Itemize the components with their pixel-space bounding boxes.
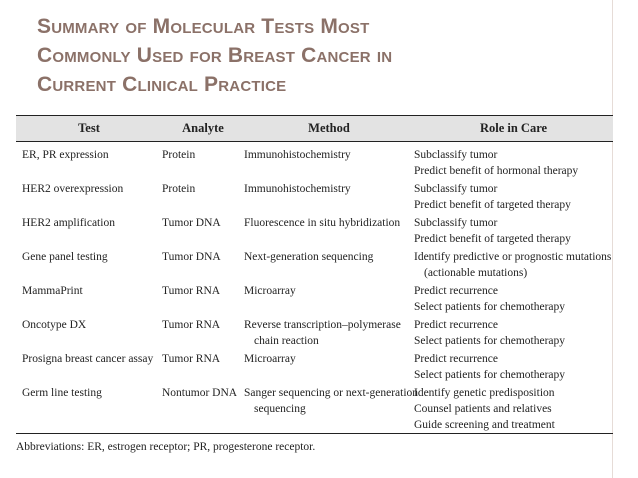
title-line-2: Commonly Used for Breast Cancer in [37, 44, 393, 67]
cell-method-line: Sanger sequencing or next-generation [244, 387, 419, 399]
header-method: Method [244, 116, 414, 142]
title-line-3: Current Clinical Practice [37, 73, 287, 96]
cell-test [16, 317, 162, 351]
cell-role-in-care [414, 317, 613, 351]
cell-method-line: Microarray [244, 285, 296, 297]
cell-test [16, 283, 162, 317]
cell-test [16, 142, 162, 182]
cell-test [16, 215, 162, 249]
table-row [16, 181, 613, 215]
cell-analyte-value: Protein [162, 183, 196, 195]
cell-method-line: Next-generation sequencing [244, 251, 374, 263]
cell-role-in-care-line: Identify predictive or prognostic mutations [414, 251, 612, 263]
cell-method [244, 181, 414, 215]
cell-method-line: Immunohistochemistry [244, 183, 351, 195]
table-body [16, 142, 613, 434]
cell-method-line: sequencing [254, 403, 306, 415]
cell-test-line: ER, PR expression [22, 149, 109, 161]
molecular-tests-table [16, 115, 613, 453]
cell-role-in-care-line: (actionable mutations) [424, 267, 528, 279]
cell-role-in-care [414, 351, 613, 385]
cell-role-in-care-line: Subclassify tumor [414, 149, 498, 161]
cell-role-in-care-line: Predict benefit of hormonal therapy [414, 165, 579, 177]
cell-method [244, 249, 414, 283]
cell-role-in-care-line: Select patients for chemotherapy [414, 301, 566, 313]
cell-test [16, 385, 162, 433]
cell-role-in-care-line: Predict recurrence [414, 319, 498, 331]
cell-method [244, 351, 414, 385]
cell-test-line: Prosigna breast cancer assay [22, 353, 154, 365]
cell-method [244, 317, 414, 351]
header-analyte: Analyte [162, 116, 244, 142]
cell-role-in-care [414, 385, 613, 433]
cell-method-line: Microarray [244, 353, 296, 365]
cell-test-line: Oncotype DX [22, 319, 87, 331]
cell-role-in-care-line: Select patients for chemotherapy [414, 335, 566, 347]
table-row [16, 249, 613, 283]
cell-role-in-care-line: Subclassify tumor [414, 183, 498, 195]
cell-method [244, 283, 414, 317]
cell-role-in-care [414, 215, 613, 249]
cell-role-in-care [414, 283, 613, 317]
table-row [16, 215, 613, 249]
slide-title [37, 12, 557, 99]
cell-method-line: Fluorescence in situ hybridization [244, 217, 401, 229]
cell-analyte [162, 385, 244, 433]
cell-analyte [162, 249, 244, 283]
cell-role-in-care-line: Predict benefit of targeted therapy [414, 233, 571, 245]
cell-role-in-care-line: Predict recurrence [414, 285, 498, 297]
cell-role-in-care-line: Subclassify tumor [414, 217, 498, 229]
cell-test-line: Gene panel testing [22, 251, 108, 263]
cell-test [16, 249, 162, 283]
cell-analyte-value: Nontumor DNA [162, 387, 238, 399]
table-row [16, 283, 613, 317]
table-row [16, 317, 613, 351]
cell-method [244, 215, 414, 249]
cell-role-in-care-line: Select patients for chemotherapy [414, 369, 566, 381]
cell-analyte-value: Tumor RNA [162, 285, 221, 297]
cell-test-line: MammaPrint [22, 285, 83, 297]
cell-test-line: Germ line testing [22, 387, 102, 399]
header-test: Test [16, 116, 162, 142]
cell-analyte-value: Tumor DNA [162, 217, 221, 229]
table-footnote: Abbreviations: ER, estrogen receptor; PR, progesterone receptor. [16, 441, 316, 453]
cell-method [244, 142, 414, 182]
header-role-in-care: Role in Care [414, 116, 613, 142]
cell-role-in-care-line: Guide screening and treatment [414, 419, 555, 431]
cell-test [16, 181, 162, 215]
cell-analyte [162, 142, 244, 182]
table [16, 115, 613, 433]
cell-analyte [162, 215, 244, 249]
cell-analyte-value: Tumor RNA [162, 319, 221, 331]
title-line-1: Summary of Molecular Tests Most [37, 15, 370, 38]
cell-role-in-care [414, 249, 613, 283]
cell-analyte-value: Tumor RNA [162, 353, 221, 365]
cell-role-in-care [414, 181, 613, 215]
cell-test-line: HER2 overexpression [22, 183, 124, 195]
cell-method-line: Immunohistochemistry [244, 149, 351, 161]
cell-test-line: HER2 amplification [22, 217, 115, 229]
cell-analyte [162, 317, 244, 351]
cell-role-in-care-line: Predict recurrence [414, 353, 498, 365]
table-row [16, 142, 613, 182]
cell-role-in-care-line: Predict benefit of targeted therapy [414, 199, 571, 211]
table-header-row [16, 116, 613, 142]
cell-role-in-care-line: Identify genetic predisposition [414, 387, 555, 399]
cell-test [16, 351, 162, 385]
cell-method [244, 385, 419, 433]
table-bottom-rule [16, 433, 613, 434]
table-row [16, 351, 613, 385]
cell-analyte-value: Tumor DNA [162, 251, 221, 263]
cell-role-in-care [414, 142, 613, 182]
cell-analyte [162, 181, 244, 215]
cell-method-line: chain reaction [254, 335, 319, 347]
cell-analyte-value: Protein [162, 149, 196, 161]
table-row [16, 385, 613, 433]
cell-method-line: Reverse transcription–polymerase [244, 319, 401, 331]
cell-analyte [162, 283, 244, 317]
cell-analyte [162, 351, 244, 385]
cell-role-in-care-line: Counsel patients and relatives [414, 403, 552, 415]
